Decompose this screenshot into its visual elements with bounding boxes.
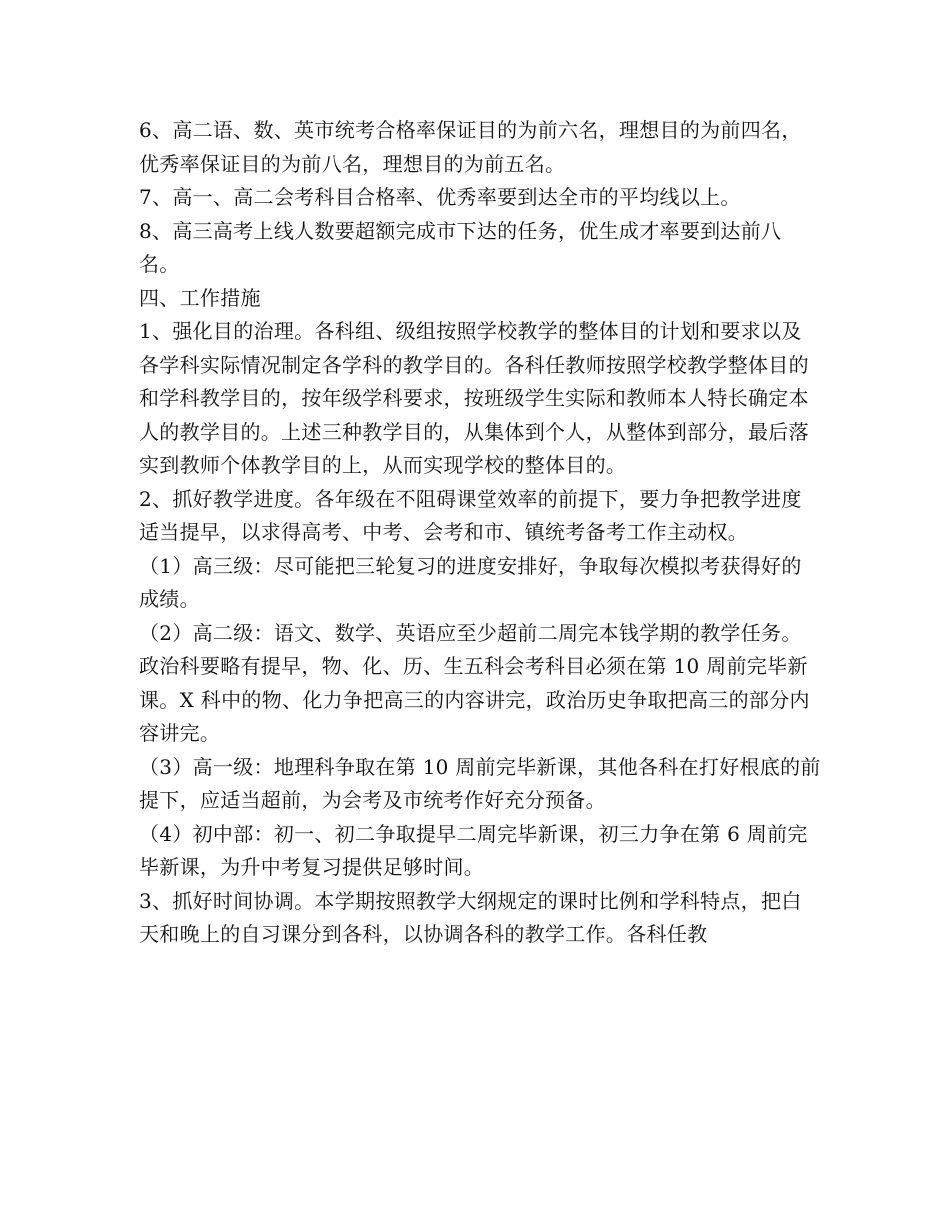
paragraph-goal-6: 6、高二语、数、英市统考合格率保证目的为前六名，理想目的为前四名，优秀率保证目的为前八名，理想目的为前五名。: [139, 118, 802, 176]
paragraph-measure-1: 1、强化目的治理。各科组、级组按照学校教学的整体目的计划和要求以及各学科实际情况制定各学科的教学目的。各科任教师按照学校教学整体目的和学科教学目的，按年级学科要求，按班级学生实际和教师本人特长确定本人的教学目的。上述三种教学目的，从集体到个人，从整体到部分，最后落实到教师个体教学目的上，从而实现学校的整体目的。: [139, 319, 809, 477]
paragraph-measure-2: 2、抓好教学进度。各年级在不阻碍课堂效率的前提下，要力争把教学进度适当提早，以求得高考、中考、会考和市、镇统考备考工作主动权。: [139, 486, 802, 544]
paragraph-sub-1: （1）高三级：尽可能把三轮复习的进度安排好，争取每次模拟考获得好的成绩。: [139, 553, 802, 611]
paragraph-sub-2: （2）高二级：语文、数学、英语应至少超前二周完本钱学期的教学任务。政治科要略有提早，物、化、历、生五科会考科目必须在第 10 周前完毕新课。X 科中的物、化力争把高三的内容讲完，政治历史争取把高三的部分内容讲完。: [139, 620, 810, 745]
paragraph-goal-7: 7、高一、高二会考科目合格率、优秀率要到达全市的平均线以上。: [139, 185, 741, 209]
document-body: [139, 114, 821, 952]
paragraph-sub-3: （3）高一级：地理科争取在第 10 周前完毕新课，其他各科在打好根底的前提下，应适当超前，为会考及市统考作好充分预备。: [139, 754, 821, 812]
section-heading-measures: 四、工作措施: [139, 285, 261, 310]
paragraph-sub-4: （4）初中部：初一、初二争取提早二周完毕新课，初三力争在第 6 周前完毕新课，为升中考复习提供足够时间。: [139, 821, 808, 879]
paragraph-measure-3: 3、抓好时间协调。本学期按照教学大纲规定的课时比例和学科特点，把白天和晚上的自习课分到各科，以协调各科的教学工作。各科任教: [139, 888, 802, 946]
paragraph-goal-8: 8、高三高考上线人数要超额完成市下达的任务，优生成才率要到达前八名。: [139, 218, 782, 276]
